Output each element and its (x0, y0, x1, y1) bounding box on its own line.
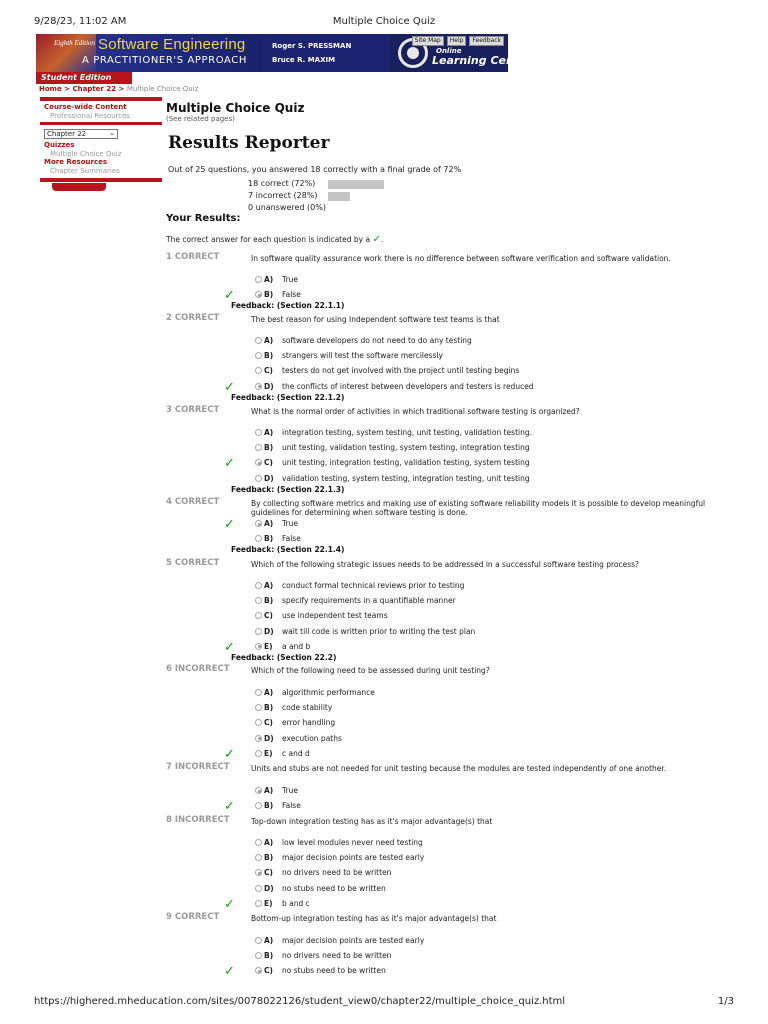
question-text: Units and stubs are not needed for unit testing because the modules are tested independently of one another. (251, 764, 667, 773)
answer-option[interactable] (255, 718, 335, 728)
answer-option[interactable] (255, 534, 301, 544)
stat-bar (328, 180, 384, 189)
stat-correct (248, 179, 326, 191)
option-text: error handling (282, 718, 336, 728)
site-banner (36, 34, 532, 72)
stat-bar (328, 192, 350, 201)
radio-button[interactable] (255, 276, 262, 283)
related-pages-link[interactable]: (See related pages) (166, 115, 235, 123)
print-page-number: 1/3 (717, 996, 734, 1007)
option-letter: B) (264, 443, 274, 453)
radio-button[interactable] (255, 367, 262, 374)
option-letter: A) (264, 428, 274, 437)
question-number: 7 INCORRECT (166, 762, 230, 772)
radio-selected[interactable] (255, 291, 262, 298)
breadcrumb-separator: > (116, 85, 127, 93)
check-icon: ✓ (372, 234, 381, 245)
check-icon: ✓ (224, 746, 235, 762)
check-icon: ✓ (224, 517, 235, 532)
main-content (166, 101, 726, 245)
correct-note-text: The correct answer for each question is indicated by a (166, 235, 371, 244)
check-icon: ✓ (224, 288, 235, 304)
stat-label: 18 correct (72%) (248, 179, 316, 188)
option-text: wait till code is written prior to writing the test plan (282, 626, 476, 636)
answer-option[interactable] (255, 936, 424, 946)
author-1: Roger S. PRESSMAN (272, 42, 352, 50)
radio-button[interactable] (255, 937, 262, 944)
sidebar-professional-resources[interactable]: Professional Resources (50, 112, 131, 120)
stat-label: 7 incorrect (28%) (248, 191, 318, 200)
option-text: code stability (282, 703, 333, 713)
correct-answer-note: The correct answer for each question is indicated by a ✓. (166, 234, 384, 245)
answer-option[interactable] (255, 596, 456, 606)
question-text: In software quality assurance work there is no difference between software verification and software validation. (251, 254, 671, 263)
option-letter: A) (264, 786, 274, 795)
question-number: 9 CORRECT (166, 912, 220, 922)
radio-button[interactable] (255, 802, 262, 809)
answer-option[interactable] (255, 627, 475, 637)
radio-selected[interactable] (255, 459, 262, 466)
option-letter: C) (264, 718, 273, 728)
question-number: 5 CORRECT (166, 558, 220, 568)
check-icon: ✓ (224, 896, 235, 912)
olc-line-2: Learning Center (432, 54, 532, 67)
option-text: no drivers need to be written (282, 868, 392, 878)
option-text: conduct formal technical reviews prior to testing (282, 581, 465, 590)
breadcrumb-chapter[interactable]: Chapter 22 (72, 85, 117, 93)
option-text: c and d (282, 748, 310, 758)
answer-option[interactable] (255, 275, 298, 285)
banner-links (412, 36, 504, 46)
option-letter: B) (264, 534, 274, 544)
question-text: The best reason for using Independent software test teams is that (251, 315, 500, 324)
option-text: low level modules never need testing (282, 838, 423, 847)
option-letter: B) (264, 290, 274, 300)
option-letter: E) (264, 898, 273, 908)
option-letter: C) (264, 366, 273, 376)
answer-option[interactable] (255, 899, 310, 909)
option-letter: C) (264, 611, 273, 621)
option-letter: B) (264, 703, 274, 713)
answer-option[interactable] (255, 801, 301, 811)
option-letter: E) (264, 641, 273, 651)
option-letter: A) (264, 275, 274, 284)
radio-button[interactable] (255, 885, 262, 892)
sidebar-tab (52, 183, 106, 191)
check-icon: ✓ (224, 379, 235, 395)
answer-option[interactable] (255, 519, 298, 529)
option-text: True (282, 786, 298, 795)
answer-option[interactable] (255, 458, 530, 468)
option-text: False (282, 290, 301, 300)
feedback-link[interactable]: Feedback: (Section 22.1.4) (231, 545, 345, 555)
radio-button[interactable] (255, 444, 262, 451)
radio-button[interactable] (255, 719, 262, 726)
answer-option[interactable] (255, 351, 443, 361)
radio-selected[interactable] (255, 967, 262, 974)
book-subtitle: A PRACTITIONER'S APPROACH (82, 55, 247, 66)
student-edition-label: Student Edition (36, 72, 132, 84)
answer-option[interactable] (255, 428, 532, 438)
option-letter: B) (264, 596, 274, 606)
radio-button[interactable] (255, 900, 262, 907)
option-letter: B) (264, 801, 274, 811)
breadcrumb (39, 85, 198, 93)
option-letter: A) (264, 336, 274, 345)
option-text: major decision points are tested early (282, 853, 425, 863)
chapter-select-value: Chapter 22 (47, 130, 87, 138)
option-letter: A) (264, 581, 274, 590)
book-title: Software Engineering (98, 36, 246, 53)
option-text: unit testing, integration testing, validation testing, system testing (282, 458, 530, 468)
radio-selected[interactable] (255, 383, 262, 390)
feedback-link[interactable]: Feedback: (Section 22.1.1) (231, 301, 345, 311)
answer-option[interactable] (255, 786, 298, 796)
radio-button[interactable] (255, 352, 262, 359)
question-text: Which of the following need to be assessed during unit testing? (251, 666, 490, 675)
check-icon: ✓ (224, 456, 235, 472)
stat-label: 0 unanswered (0%) (248, 203, 326, 212)
print-url: https://highered.mheducation.com/sites/0078022126/student_view0/chapter22/multiple_choice_quiz.html (34, 996, 566, 1007)
answer-option[interactable] (255, 951, 391, 961)
option-text: False (282, 801, 301, 811)
option-text: testers do not get involved with the project until testing begins (282, 366, 520, 376)
sidebar-bottom-bar (40, 178, 162, 182)
radio-button[interactable] (255, 628, 262, 635)
option-text: the conflicts of interest between developers and testers is reduced (282, 381, 534, 391)
option-text: a and b (282, 641, 311, 651)
option-text: strangers will test the software mercilessly (282, 351, 443, 361)
answer-option[interactable] (255, 868, 391, 878)
answer-option[interactable] (255, 382, 534, 392)
option-letter: D) (264, 381, 274, 391)
option-text: execution paths (282, 733, 342, 743)
radio-button[interactable] (255, 612, 262, 619)
option-letter: B) (264, 951, 274, 961)
radio-button[interactable] (255, 854, 262, 861)
answer-option[interactable] (255, 290, 301, 300)
feedback-link[interactable]: Feedback: (Section 22.1.2) (231, 392, 345, 402)
answer-option[interactable] (255, 749, 310, 759)
answer-option[interactable] (255, 884, 386, 894)
radio-button[interactable] (255, 535, 262, 542)
help-link[interactable]: Help (447, 36, 467, 46)
sidebar-top-bar (40, 97, 162, 101)
option-text: major decision points are tested early (282, 936, 425, 945)
stat-incorrect (248, 191, 326, 203)
answer-option[interactable] (255, 474, 530, 484)
radio-selected[interactable] (255, 787, 262, 794)
option-letter: C) (264, 966, 273, 976)
answer-option[interactable] (255, 966, 386, 976)
radio-selected[interactable] (255, 520, 262, 527)
feedback-link[interactable]: Feedback: (Section 22.1.3) (231, 484, 345, 494)
option-letter: A) (264, 519, 274, 528)
print-title: Multiple Choice Quiz (332, 16, 436, 27)
question-number: 4 CORRECT (166, 497, 220, 507)
question-number: 1 CORRECT (166, 252, 220, 262)
score-stats (248, 179, 326, 215)
question-number: 6 INCORRECT (166, 664, 230, 674)
option-letter: D) (264, 733, 274, 743)
option-text: no drivers need to be written (282, 951, 392, 961)
chapter-select[interactable] (44, 129, 118, 139)
question-text: Top-down integration testing has as it's major advantage(s) that (251, 817, 493, 826)
book-logo[interactable] (36, 34, 262, 72)
results-title: Results Reporter (168, 133, 330, 153)
answer-option[interactable] (255, 366, 519, 376)
radio-button[interactable] (255, 952, 262, 959)
option-letter: B) (264, 853, 274, 863)
answer-option[interactable] (255, 642, 310, 652)
option-text: use independent test teams (282, 611, 388, 621)
radio-button[interactable] (255, 582, 262, 589)
breadcrumb-home[interactable]: Home (39, 85, 62, 93)
author-2: Bruce R. MAXIM (272, 56, 336, 64)
radio-selected[interactable] (255, 643, 262, 650)
option-letter: D) (264, 626, 274, 636)
option-text: b and c (282, 898, 310, 908)
radio-selected[interactable] (255, 735, 262, 742)
option-letter: C) (264, 458, 273, 468)
check-icon: ✓ (224, 639, 235, 655)
question-text: Bottom-up integration testing has as it's major advantage(s) that (251, 914, 497, 923)
option-letter: A) (264, 838, 274, 847)
answer-option[interactable] (255, 734, 342, 744)
breadcrumb-separator: > (61, 85, 73, 93)
option-letter: B) (264, 351, 274, 361)
sidebar-divider (40, 122, 162, 125)
option-text: False (282, 534, 301, 544)
check-icon: ✓ (224, 964, 235, 980)
print-footer (34, 996, 734, 1010)
feedback-link[interactable]: Feedback: (Section 22.2) (231, 652, 337, 662)
answer-option[interactable] (255, 336, 472, 346)
answer-option[interactable] (255, 581, 464, 591)
radio-selected[interactable] (255, 869, 262, 876)
option-letter: C) (264, 868, 273, 878)
breadcrumb-current: Multiple Choice Quiz (126, 85, 199, 93)
sidebar (40, 97, 162, 191)
radio-button[interactable] (255, 337, 262, 344)
sidebar-more-resources[interactable]: More Resources (44, 158, 108, 166)
option-text: True (282, 519, 298, 528)
sidebar-chapter-summaries[interactable]: Chapter Summaries (50, 167, 120, 175)
option-text: integration testing, system testing, unit testing, validation testing. (282, 428, 532, 437)
option-text: validation testing, system testing, integration testing, unit testing (282, 473, 530, 483)
option-text: software developers do not need to do any testing (282, 336, 472, 345)
option-text: algorithmic performance (282, 688, 375, 697)
answer-option[interactable] (255, 853, 424, 863)
radio-button[interactable] (255, 689, 262, 696)
radio-button[interactable] (255, 597, 262, 604)
authors-block (262, 34, 390, 72)
option-text: no stubs need to be written (282, 966, 386, 976)
question-text: By collecting software metrics and making use of existing software reliability models it is possible to develop meaningful guidelines for determining when software testing is done. (251, 499, 706, 517)
print-header (34, 16, 734, 30)
question-text: What is the normal order of activities in which traditional software testing is organized? (251, 407, 580, 416)
score-summary: Out of 25 questions, you answered 18 correctly with a final grade of 72% (168, 165, 462, 174)
option-letter: A) (264, 688, 274, 697)
answer-option[interactable] (255, 443, 530, 453)
option-letter: A) (264, 936, 274, 945)
sidebar-course-wide[interactable]: Course-wide Content (44, 103, 127, 111)
quiz-title: Multiple Choice Quiz (166, 101, 305, 115)
stat-unanswered (248, 203, 326, 215)
option-letter: D) (264, 473, 274, 483)
chevron-down-icon: ⌄ (109, 129, 115, 137)
print-datetime: 9/28/23, 11:02 AM (34, 16, 127, 27)
radio-button[interactable] (255, 750, 262, 757)
option-text: unit testing, validation testing, system testing, integration testing (282, 443, 530, 453)
option-letter: E) (264, 748, 273, 758)
your-results-heading: Your Results: (166, 213, 241, 224)
sidebar-mcq[interactable]: Multiple Choice Quiz (50, 150, 122, 158)
question-number: 3 CORRECT (166, 405, 220, 415)
radio-button[interactable] (255, 429, 262, 436)
radio-button[interactable] (255, 475, 262, 482)
option-letter: D) (264, 883, 274, 893)
feedback-link[interactable]: Feedback (469, 36, 504, 46)
answer-option[interactable] (255, 611, 388, 621)
edition-label: Eighth Edition (54, 39, 96, 47)
radio-button[interactable] (255, 704, 262, 711)
option-text: no stubs need to be written (282, 883, 386, 893)
question-number: 8 INCORRECT (166, 815, 230, 825)
sidebar-quizzes[interactable]: Quizzes (44, 141, 75, 149)
olc-line-1: Online (436, 47, 462, 55)
question-number: 2 CORRECT (166, 313, 220, 323)
question-text: Which of the following strategic issues needs to be addressed in a successful software testing process? (251, 560, 640, 569)
radio-button[interactable] (255, 839, 262, 846)
option-text: specify requirements in a quantifiable manner (282, 596, 456, 606)
answer-option[interactable] (255, 688, 375, 698)
answer-option[interactable] (255, 838, 423, 848)
site-map-link[interactable]: Site Map (412, 36, 444, 46)
olc-logo[interactable] (390, 34, 532, 72)
option-text: True (282, 275, 298, 284)
check-icon: ✓ (224, 799, 235, 815)
answer-option[interactable] (255, 703, 332, 713)
